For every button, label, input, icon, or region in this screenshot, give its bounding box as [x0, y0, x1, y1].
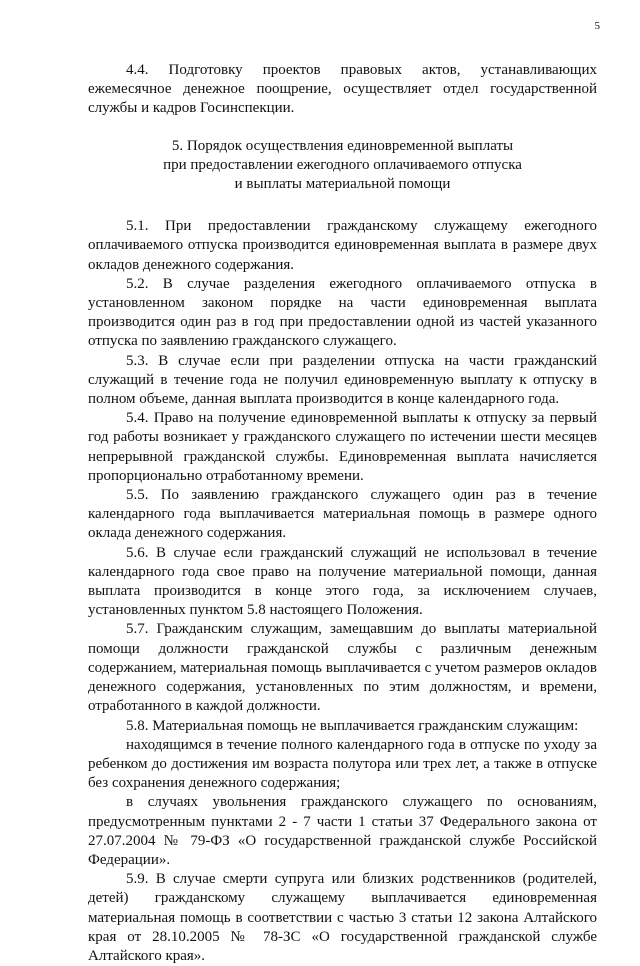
document-body	[88, 61, 597, 966]
paragraph-5-2: 5.2. В случае разделения ежегодного оплачиваемого отпуска в установленном законом порядке на части единовременная выплата производится один раз в год при предоставлении одной из частей указанного отпуска по заявлению гражданского служащего.	[88, 275, 597, 350]
section-heading-line: при предоставлении ежегодного оплачиваемого отпуска	[163, 156, 522, 173]
section-heading-line: 5. Порядок осуществления единовременной выплаты	[171, 137, 514, 154]
paragraph-5-7: 5.7. Гражданским служащим, замещавшим до выплаты материальной помощи должности гражданской службы с различным денежным содержанием, материальная помощь выплачивается с учетом размеров окладов денежного содержания, установленных по этим должностям, и времени, отработанного в каждой должности.	[88, 621, 597, 715]
paragraph-5-1: 5.1. При предоставлении гражданскому служащему ежегодного оплачиваемого отпуска производится единовременная выплата в размере двух окладов денежного содержания.	[88, 218, 597, 273]
paragraph-5-8: 5.8. Материальная помощь не выплачивается гражданским служащим:	[126, 717, 579, 734]
paragraph-5-6: 5.6. В случае если гражданский служащий не использовал в течение календарного года свое право на получение материальной помощи, данная выплата производится в конце этого года, за исключением случаев, установленных пунктом 5.8 настоящего Положения.	[88, 544, 597, 619]
section-heading-line: и выплаты материальной помощи	[234, 176, 451, 193]
page-number: 5	[594, 20, 600, 32]
paragraph-4-4: 4.4. Подготовку проектов правовых актов, устанавливающих ежемесячное денежное поощрение, осуществляет отдел государственной службы и кадров Госинспекции.	[88, 62, 597, 117]
paragraph-5-8-item-1: находящимся в течение полного календарного года в отпуске по уходу за ребенком до достижения им возраста полутора или трех лет, а также в отпуске без сохранения денежного содержания;	[88, 736, 597, 792]
paragraph-5-4: 5.4. Право на получение единовременной выплаты к отпуску за первый год работы возникает у гражданского служащего по истечении шести месяцев непрерывной гражданской службы. Единовременная выплата начисляется пропорционально отработанному времени.	[88, 410, 597, 484]
paragraph-5-9: 5.9. В случае смерти супруга или близких родственников (родителей, детей) гражданскому служащему выплачивается единовременная материальная помощь в соответствии с частью 3 статьи 12 закона Алтайского края от 28.10.2005 № 78-ЗС «О государственной гражданской службе Алтайского края».	[88, 871, 597, 964]
paragraph-5-3: 5.3. В случае если при разделении отпуска на части гражданский служащий в течение года не получил единовременную выплату к отпуску в полном объеме, данная выплата производится в конце календарного года.	[88, 352, 597, 408]
paragraph-5-5: 5.5. По заявлению гражданского служащего один раз в течение календарного года выплачивается материальная помощь в размере одного оклада денежного содержания.	[88, 487, 597, 542]
section-5-heading	[88, 137, 597, 195]
paragraph-5-8-item-2: в случаях увольнения гражданского служащего по основаниям, предусмотренным пунктами 2 - 7 части 1 статьи 37 Федерального закона от 27.07.2004 № 79-ФЗ «О государственной гражданской службе Российской Федерации».	[88, 794, 597, 868]
